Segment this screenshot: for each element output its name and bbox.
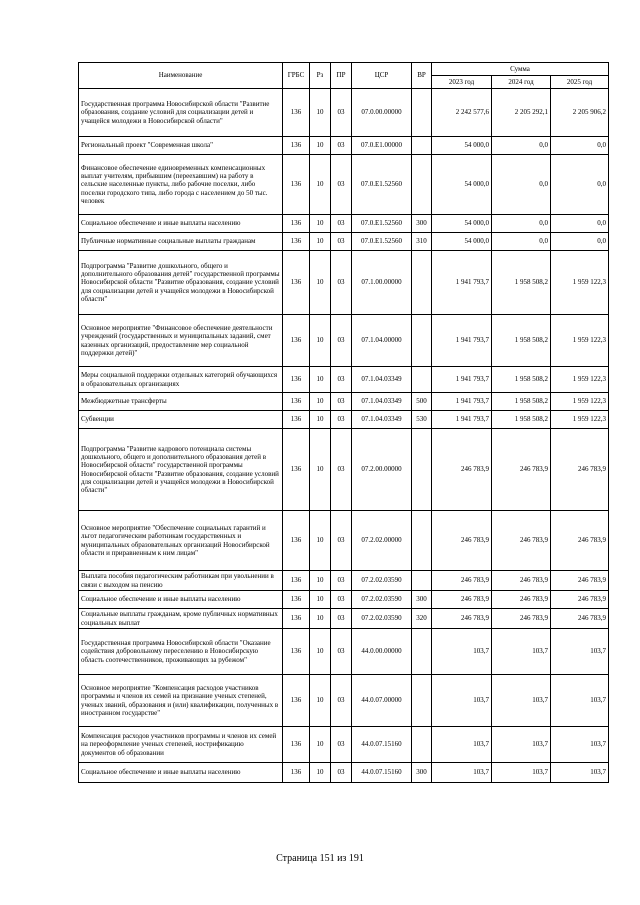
cell-rz: 10: [310, 393, 331, 411]
cell-grbs: 136: [283, 763, 310, 783]
cell-amount-2024: 103,7: [492, 675, 551, 727]
table-row: [79, 429, 609, 511]
cell-name: Публичные нормативные социальные выплаты гражданам: [79, 233, 283, 251]
cell-rz: 10: [310, 251, 331, 315]
cell-csr: 07.2.02.03590: [352, 609, 412, 629]
cell-csr: 07.1.00.00000: [352, 251, 412, 315]
cell-amount-2024: 2 205 292,1: [492, 89, 551, 137]
cell-amount-2025: 246 783,9: [551, 591, 609, 609]
cell-grbs: 136: [283, 315, 310, 367]
cell-amount-2023: 54 000,0: [432, 233, 492, 251]
table-row: [79, 393, 609, 411]
cell-name: Основное мероприятие "Обеспечение социальных гарантий и льгот педагогическим работникам государственных и муниципальных образовательных организаций Новосибирской области и приравненным к ним лицам": [79, 511, 283, 571]
cell-amount-2023: 54 000,0: [432, 155, 492, 215]
cell-csr: 07.0.E1.52560: [352, 215, 412, 233]
cell-vr: [412, 429, 432, 511]
header-year-2025: 2025 год: [551, 76, 609, 89]
table-row: [79, 215, 609, 233]
cell-csr: 07.1.04.03349: [352, 367, 412, 393]
cell-vr: [412, 727, 432, 763]
table-row: [79, 609, 609, 629]
table-body: [79, 89, 609, 783]
cell-amount-2023: 1 941 793,7: [432, 367, 492, 393]
cell-amount-2025: 1 959 122,3: [551, 315, 609, 367]
cell-amount-2023: 1 941 793,7: [432, 393, 492, 411]
header-rz: Рз: [310, 63, 331, 89]
table-row: [79, 727, 609, 763]
cell-name: Выплата пособия педагогическим работникам при увольнении в связи с выходом на пенсию: [79, 571, 283, 591]
cell-amount-2023: 246 783,9: [432, 571, 492, 591]
table-row: [79, 511, 609, 571]
cell-amount-2024: 1 958 508,2: [492, 393, 551, 411]
cell-amount-2024: 0,0: [492, 215, 551, 233]
cell-vr: [412, 137, 432, 155]
cell-csr: 44.0.07.00000: [352, 675, 412, 727]
cell-vr: 320: [412, 609, 432, 629]
header-csr: ЦСР: [352, 63, 412, 89]
cell-amount-2025: 0,0: [551, 215, 609, 233]
cell-amount-2024: 0,0: [492, 155, 551, 215]
cell-grbs: 136: [283, 251, 310, 315]
cell-name: Компенсация расходов участников программы и членов их семей на переоформление ученых степеней, нострификацию документов об образовании: [79, 727, 283, 763]
cell-grbs: 136: [283, 629, 310, 675]
cell-amount-2025: 246 783,9: [551, 571, 609, 591]
cell-vr: 530: [412, 411, 432, 429]
cell-grbs: 136: [283, 233, 310, 251]
table-row: [79, 571, 609, 591]
cell-amount-2023: 1 941 793,7: [432, 315, 492, 367]
table-row: [79, 155, 609, 215]
cell-name: Социальное обеспечение и иные выплаты населению: [79, 215, 283, 233]
cell-name: Социальные выплаты гражданам, кроме публичных нормативных социальных выплат: [79, 609, 283, 629]
cell-name: Меры социальной поддержки отдельных категорий обучающихся в образовательных организациях: [79, 367, 283, 393]
cell-amount-2023: 103,7: [432, 727, 492, 763]
cell-grbs: 136: [283, 367, 310, 393]
cell-csr: 07.2.02.03590: [352, 571, 412, 591]
cell-amount-2024: 246 783,9: [492, 591, 551, 609]
cell-grbs: 136: [283, 215, 310, 233]
cell-amount-2023: 103,7: [432, 675, 492, 727]
cell-amount-2023: 246 783,9: [432, 511, 492, 571]
cell-csr: 44.0.00.00000: [352, 629, 412, 675]
cell-amount-2024: 103,7: [492, 763, 551, 783]
cell-amount-2024: 1 958 508,2: [492, 251, 551, 315]
cell-grbs: 136: [283, 511, 310, 571]
cell-rz: 10: [310, 215, 331, 233]
table-row: [79, 315, 609, 367]
cell-pr: 03: [331, 675, 352, 727]
cell-csr: 07.2.02.03590: [352, 591, 412, 609]
cell-rz: 10: [310, 233, 331, 251]
header-pr: ПР: [331, 63, 352, 89]
cell-csr: 07.0.00.00000: [352, 89, 412, 137]
cell-pr: 03: [331, 609, 352, 629]
cell-name: Финансовое обеспечение единовременных компенсационных выплат учителям, прибывшим (переехавшим) на работу в сельские населенные пункты, либо рабочие поселки, либо поселки городского типа, либо города с населением до 50 тыс. человек: [79, 155, 283, 215]
cell-rz: 10: [310, 155, 331, 215]
table-row: [79, 251, 609, 315]
header-year-2024: 2024 год: [492, 76, 551, 89]
cell-pr: 03: [331, 571, 352, 591]
cell-amount-2025: 0,0: [551, 137, 609, 155]
table-header: [79, 63, 609, 89]
cell-amount-2025: 0,0: [551, 155, 609, 215]
cell-name: Государственная программа Новосибирской области "Развитие образования, создание условий для социализации детей и учащейся молодежи в Новосибирской области": [79, 89, 283, 137]
cell-csr: 07.0.E1.52560: [352, 155, 412, 215]
cell-vr: 300: [412, 591, 432, 609]
cell-vr: [412, 675, 432, 727]
cell-rz: 10: [310, 137, 331, 155]
cell-amount-2023: 103,7: [432, 629, 492, 675]
page-number: Страница 151 из 191: [276, 853, 364, 864]
cell-rz: 10: [310, 367, 331, 393]
cell-amount-2025: 1 959 122,3: [551, 411, 609, 429]
cell-vr: [412, 629, 432, 675]
cell-amount-2024: 1 958 508,2: [492, 367, 551, 393]
cell-pr: 03: [331, 137, 352, 155]
table-row: [79, 629, 609, 675]
cell-amount-2023: 2 242 577,6: [432, 89, 492, 137]
cell-csr: 07.2.00.00000: [352, 429, 412, 511]
cell-pr: 03: [331, 233, 352, 251]
cell-vr: 300: [412, 215, 432, 233]
cell-grbs: 136: [283, 609, 310, 629]
cell-amount-2025: 246 783,9: [551, 429, 609, 511]
cell-vr: [412, 251, 432, 315]
cell-name: Основное мероприятие "Финансовое обеспечение деятельности учреждений (государственных и муниципальных заданий, смет казенных организаций, предоставление мер социальной поддержки детей)": [79, 315, 283, 367]
cell-name: Социальное обеспечение и иные выплаты населению: [79, 763, 283, 783]
table-row: [79, 137, 609, 155]
table-row: [79, 591, 609, 609]
cell-pr: 03: [331, 251, 352, 315]
cell-csr: 07.1.04.00000: [352, 315, 412, 367]
cell-name: Межбюджетные трансферты: [79, 393, 283, 411]
cell-amount-2023: 1 941 793,7: [432, 411, 492, 429]
cell-amount-2025: 0,0: [551, 233, 609, 251]
cell-pr: 03: [331, 367, 352, 393]
cell-name: Субвенции: [79, 411, 283, 429]
cell-grbs: 136: [283, 411, 310, 429]
cell-amount-2024: 0,0: [492, 233, 551, 251]
budget-table: [78, 62, 609, 783]
cell-pr: 03: [331, 411, 352, 429]
cell-rz: 10: [310, 511, 331, 571]
cell-rz: 10: [310, 429, 331, 511]
cell-amount-2025: 103,7: [551, 629, 609, 675]
cell-grbs: 136: [283, 675, 310, 727]
cell-amount-2023: 54 000,0: [432, 137, 492, 155]
cell-vr: [412, 367, 432, 393]
cell-name: Социальное обеспечение и иные выплаты населению: [79, 591, 283, 609]
table-row: [79, 367, 609, 393]
cell-csr: 07.0.E1.00000: [352, 137, 412, 155]
table-row: [79, 233, 609, 251]
cell-csr: 07.0.E1.52560: [352, 233, 412, 251]
header-grbs: ГРБС: [283, 63, 310, 89]
cell-vr: [412, 155, 432, 215]
cell-amount-2024: 103,7: [492, 727, 551, 763]
cell-rz: 10: [310, 315, 331, 367]
table-row: [79, 763, 609, 783]
cell-name: Подпрограмма "Развитие дошкольного, общего и дополнительного образования детей" государственной программы Новосибирской области "Развитие образования, создание условий для социализации детей и учащейся молодежи в Новосибирской области": [79, 251, 283, 315]
cell-pr: 03: [331, 727, 352, 763]
cell-rz: 10: [310, 591, 331, 609]
cell-amount-2025: 103,7: [551, 675, 609, 727]
cell-amount-2025: 1 959 122,3: [551, 393, 609, 411]
cell-grbs: 136: [283, 393, 310, 411]
cell-pr: 03: [331, 215, 352, 233]
cell-amount-2024: 246 783,9: [492, 571, 551, 591]
cell-name: Подпрограмма "Развитие кадрового потенциала системы дошкольного, общего и дополнительного образования детей в Новосибирской области" государственной программы Новосибирской области "Развитие образования, создание условий для социализации детей и учащейся молодежи в Новосибирской области": [79, 429, 283, 511]
cell-name: Региональный проект "Современная школа": [79, 137, 283, 155]
cell-csr: 07.1.04.03349: [352, 393, 412, 411]
cell-pr: 03: [331, 393, 352, 411]
cell-amount-2024: 1 958 508,2: [492, 315, 551, 367]
cell-rz: 10: [310, 727, 331, 763]
cell-vr: [412, 315, 432, 367]
cell-pr: 03: [331, 763, 352, 783]
cell-rz: 10: [310, 629, 331, 675]
cell-vr: 310: [412, 233, 432, 251]
cell-name: Основное мероприятие "Компенсация расходов участников программы и членов их семей на признание ученых степеней, ученых званий, образования и (или) квалификации, полученных в иностранном государстве": [79, 675, 283, 727]
cell-pr: 03: [331, 155, 352, 215]
cell-amount-2025: 1 959 122,3: [551, 251, 609, 315]
cell-amount-2023: 246 783,9: [432, 429, 492, 511]
cell-csr: 07.2.02.00000: [352, 511, 412, 571]
cell-grbs: 136: [283, 591, 310, 609]
table-row: [79, 89, 609, 137]
cell-grbs: 136: [283, 89, 310, 137]
cell-rz: 10: [310, 571, 331, 591]
cell-amount-2025: 1 959 122,3: [551, 367, 609, 393]
cell-pr: 03: [331, 429, 352, 511]
cell-amount-2023: 246 783,9: [432, 591, 492, 609]
cell-amount-2023: 1 941 793,7: [432, 251, 492, 315]
cell-amount-2024: 1 958 508,2: [492, 411, 551, 429]
cell-rz: 10: [310, 675, 331, 727]
header-year-2023: 2023 год: [432, 76, 492, 89]
cell-amount-2024: 246 783,9: [492, 511, 551, 571]
cell-amount-2023: 246 783,9: [432, 609, 492, 629]
cell-pr: 03: [331, 511, 352, 571]
cell-grbs: 136: [283, 727, 310, 763]
cell-grbs: 136: [283, 155, 310, 215]
cell-grbs: 136: [283, 137, 310, 155]
cell-amount-2025: 103,7: [551, 727, 609, 763]
table-row: [79, 675, 609, 727]
cell-vr: [412, 511, 432, 571]
header-vr: ВР: [412, 63, 432, 89]
cell-amount-2024: 246 783,9: [492, 609, 551, 629]
table-row: [79, 411, 609, 429]
cell-pr: 03: [331, 629, 352, 675]
cell-pr: 03: [331, 591, 352, 609]
cell-name: Государственная программа Новосибирской области "Оказание содействия добровольному переселению в Новосибирскую область соотечественников, проживающих за рубежом": [79, 629, 283, 675]
cell-vr: 300: [412, 763, 432, 783]
cell-csr: 44.0.07.15160: [352, 763, 412, 783]
cell-grbs: 136: [283, 429, 310, 511]
cell-rz: 10: [310, 89, 331, 137]
cell-vr: [412, 571, 432, 591]
cell-csr: 07.1.04.03349: [352, 411, 412, 429]
cell-grbs: 136: [283, 571, 310, 591]
cell-pr: 03: [331, 315, 352, 367]
cell-amount-2024: 246 783,9: [492, 429, 551, 511]
header-sum: Сумма: [432, 63, 609, 76]
cell-amount-2025: 246 783,9: [551, 511, 609, 571]
cell-csr: 44.0.07.15160: [352, 727, 412, 763]
cell-rz: 10: [310, 609, 331, 629]
cell-amount-2025: 246 783,9: [551, 609, 609, 629]
header-name: Наименование: [79, 63, 283, 89]
cell-rz: 10: [310, 411, 331, 429]
cell-amount-2024: 0,0: [492, 137, 551, 155]
cell-vr: 500: [412, 393, 432, 411]
cell-amount-2025: 2 205 906,2: [551, 89, 609, 137]
cell-amount-2024: 103,7: [492, 629, 551, 675]
cell-vr: [412, 89, 432, 137]
cell-pr: 03: [331, 89, 352, 137]
cell-amount-2023: 54 000,0: [432, 215, 492, 233]
cell-amount-2023: 103,7: [432, 763, 492, 783]
cell-rz: 10: [310, 763, 331, 783]
cell-amount-2025: 103,7: [551, 763, 609, 783]
